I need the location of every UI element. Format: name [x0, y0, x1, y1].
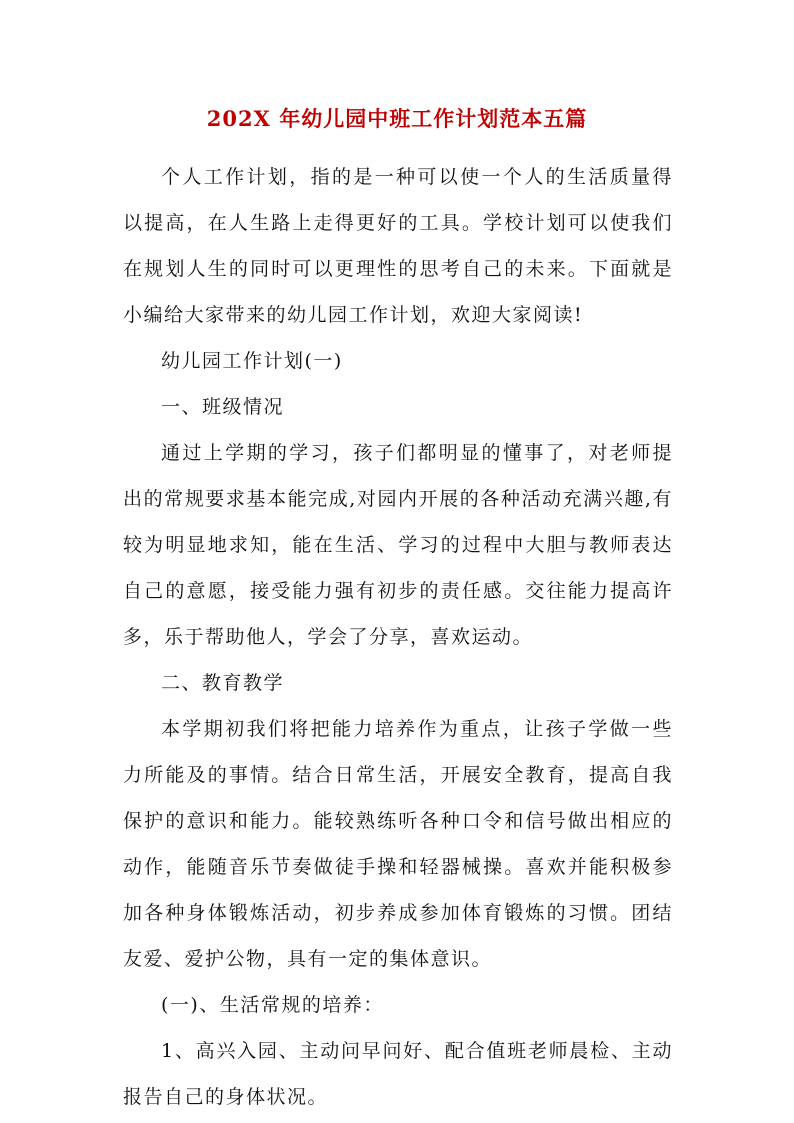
intro-paragraph: 个人工作计划，指的是一种可以使一个人的生活质量得以提高，在人生路上走得更好的工具。学校计划可以使我们在规划人生的同时可以更理性的思考自己的未来。下面就是小编给大家带来的幼儿园工作计划，欢迎大家阅读! — [123, 166, 673, 326]
plan-heading: 幼儿园工作计划(一) — [161, 350, 343, 372]
document-title: 202X 年幼儿园中班工作计划范本五篇 — [206, 106, 588, 131]
document-body — [123, 154, 673, 1120]
subsection-heading-routine: (一)、生活常规的培养： — [161, 994, 384, 1016]
section-heading-education: 二、教育教学 — [161, 672, 285, 694]
class-situation-paragraph: 通过上学期的学习，孩子们都明显的懂事了，对老师提出的常规要求基本能完成,对园内开展的各种活动充满兴趣,有较为明显地求知，能在生活、学习的过程中大胆与教师表达自己的意愿，接受能力强有初步的责任感。交往能力提高许多，乐于帮助他人，学会了分享，喜欢运动。 — [123, 442, 673, 648]
section-heading-class-situation: 一、班级情况 — [161, 396, 285, 418]
routine-item-1: 1、高兴入园、主动问早问好、配合值班老师晨检、主动报告自己的身体状况。 — [123, 1040, 673, 1108]
education-paragraph: 本学期初我们将把能力培养作为重点，让孩子学做一些力所能及的事情。结合日常生活，开展安全教育，提高自我保护的意识和能力。能较熟练听各种口令和信号做出相应的动作，能随音乐节奏做徒手操和轻器械操。喜欢并能积极参加各种身体锻炼活动，初步养成参加体育锻炼的习惯。团结友爱、爱护公物，具有一定的集体意识。 — [123, 718, 673, 970]
